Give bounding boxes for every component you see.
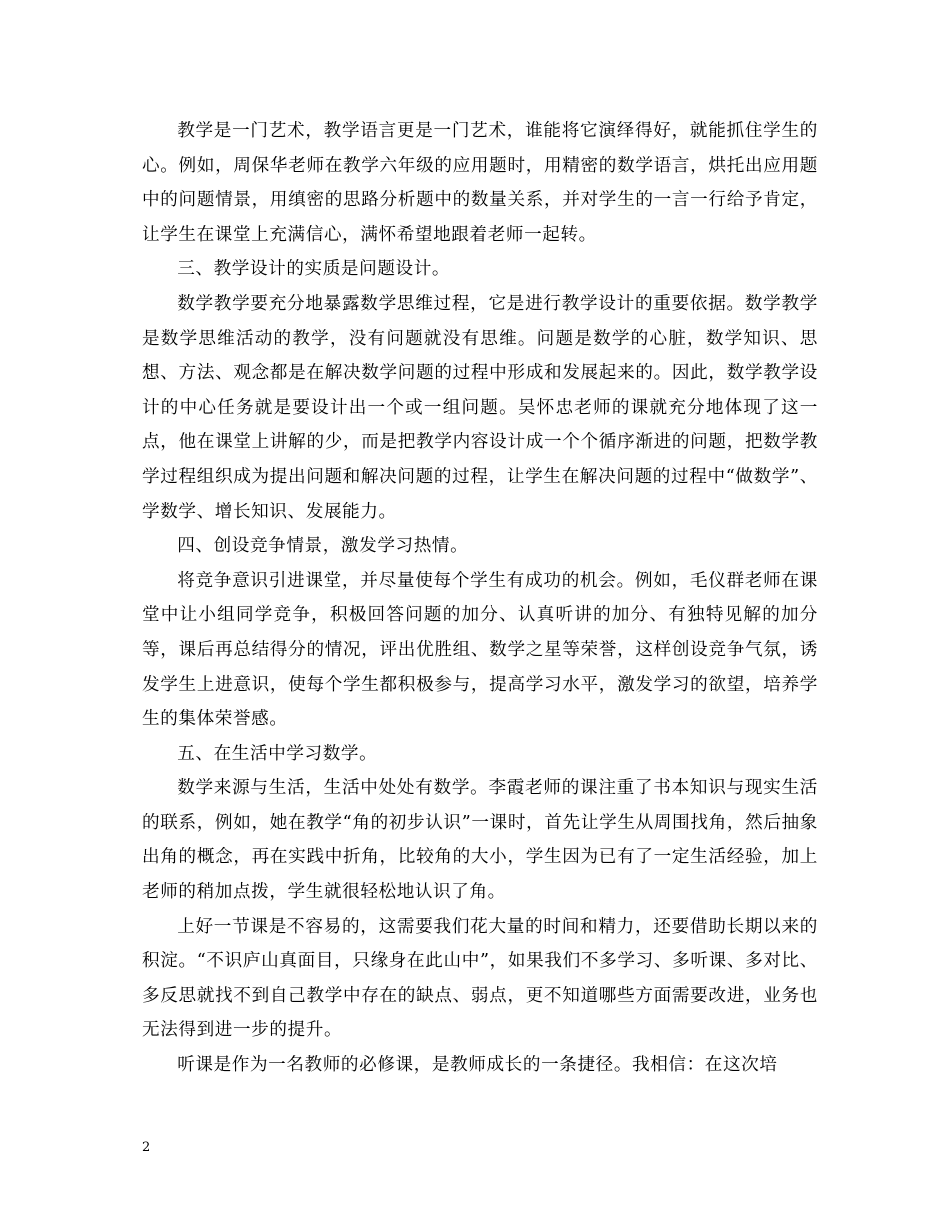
document-body (142, 114, 818, 1083)
paragraph: 教学是一门艺术，教学语言更是一门艺术，谁能将它演绎得好，就能抓住学生的心。例如，周保华老师在教学六年级的应用题时，用精密的数学语言，烘托出应用题中的问题情景，用缜密的思路分析题中的数量关系，并对学生的一言一行给予肯定，让学生在课堂上充满信心，满怀希望地跟着老师一起转。 (142, 121, 818, 245)
section-heading: 五、在生活中学习数学。 (177, 743, 378, 764)
paragraph: 将竞争意识引进课堂，并尽量使每个学生有成功的机会。例如，毛仪群老师在课堂中让小组同学竞争，积极回答问题的加分、认真听讲的加分、有独特见解的加分等，课后再总结得分的情况，评出优胜组、数学之星等荣誉，这样创设竞争气氛，诱发学生上进意识，使每个学生都积极参与，提高学习水平，激发学习的欲望，培养学生的集体荣誉感。 (142, 570, 818, 730)
paragraph: 数学来源与生活，生活中处处有数学。李霞老师的课注重了书本知识与现实生活的联系，例如，她在教学“角的初步认识”一课时，首先让学生从周围找角，然后抽象出角的概念，再在实践中折角，比较角的大小，学生因为已有了一定生活经验，加上老师的稍加点拨，学生就很轻松地认识了角。 (142, 778, 818, 903)
section-heading: 四、创设竞争情景，激发学习热情。 (177, 536, 469, 557)
paragraph: 上好一节课是不容易的，这需要我们花大量的时间和精力，还要借助长期以来的积淀。“不识庐山真面目，只缘身在此山中”，如果我们不多学习、多听课、多对比、多反思就找不到自己教学中存在的缺点、弱点，更不知道哪些方面需要改进，业务也无法得到进一步的提升。 (142, 916, 818, 1041)
paragraph: 数学教学要充分地暴露数学思维过程，它是进行教学设计的重要依据。数学教学是数学思维活动的教学，没有问题就没有思维。问题是数学的心脏，数学知识、思想、方法、观念都是在解决数学问题的过程中形成和发展起来的。因此，数学教学设计的中心任务就是要设计出一个或一组问题。吴怀忠老师的课就充分地体现了这一点，他在课堂上讲解的少，而是把教学内容设计成一个个循序渐进的问题，把数学教学过程组织成为提出问题和解决问题的过程，让学生在解决问题的过程中“做数学”、学数学、增长知识、发展能力。 (142, 293, 818, 522)
paragraph: 听课是作为一名教师的必修课，是教师成长的一条捷径。我相信：在这次培 (177, 1055, 778, 1076)
page-number: 2 (142, 1140, 151, 1155)
section-heading: 三、教学设计的实质是问题设计。 (177, 259, 451, 280)
